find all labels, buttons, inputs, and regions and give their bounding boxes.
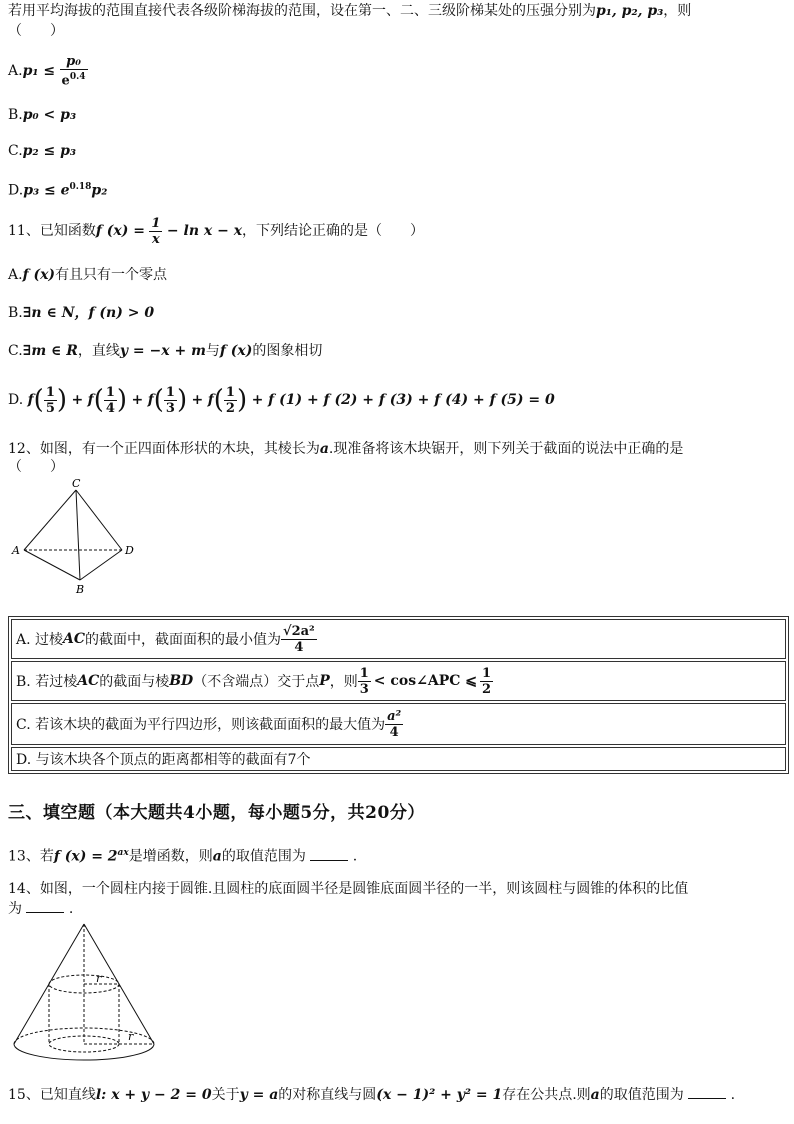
q12-option-a: A. 过棱 AC 的截面中，截面面积的最小值为 $\frac{\text{√2a²}}{4}$ <box>11 619 786 659</box>
vertex-label-b: B <box>76 583 85 596</box>
q10-stem: 若用平均海拔的范围直接代表各级阶梯海拔的范围，设在第一、二、三级阶梯某处的压强分别为p₁, p₂, p₃，则 <box>8 3 692 19</box>
q14-text-2: 为 . <box>8 901 74 917</box>
q10-paren: （ ） <box>8 23 64 39</box>
vertex-label-d: D <box>125 544 134 557</box>
q12-option-b: B. 若过棱 AC 的截面与棱 BD （不含端点）交于点 P ，则 $\frac{1}{3}$ < cos∠APC ⩽ $\frac{1}{2}$ <box>11 661 786 701</box>
q15-answer-blank[interactable] <box>688 1086 726 1099</box>
q12-option-c: C. 若该木块的截面为平行四边形，则该截面面积的最大值为 $\frac{\text{a²}}{4}$ <box>11 703 786 745</box>
radius-label-base: r <box>128 1030 134 1043</box>
q14-answer-blank[interactable] <box>26 900 64 913</box>
vertex-label-a: A <box>12 544 20 557</box>
q11-option-d: D. f( $\frac{1}{5}$ ) + f( $\frac{1}{4}$ ) + f( $\frac{1}{3}$ ) + f( $\frac{1}{2}$ ) + f (1) + f (2) + f (3) + f (4) + f (5) = 0 <box>8 384 555 416</box>
q10-a-fraction: $\frac{\text{p₀}}{e^{0.4}}$ <box>61 54 86 89</box>
q12-option-d: D. 与该木块各个顶点的距离都相等的截面有7个 <box>11 747 786 771</box>
q10-option-a: A.p₁ ≤ $\frac{\text{p₀}}{e^{0.4}}$ <box>8 54 86 89</box>
q10-option-d: $D.p_3 \le e^{0.18}p_2$ <box>8 182 108 199</box>
q11-option-b: B.∃n ∈ N，f (n) > 0 <box>8 305 155 321</box>
q10-option-c: C.p₂ ≤ p₃ <box>8 143 76 159</box>
vertex-label-c: C <box>72 477 81 490</box>
q11-option-a: A.f (x)有且只有一个零点 <box>8 267 168 283</box>
section-title-fill-in: 三、填空题（本大题共4小题，每小题5分，共20分） <box>8 803 425 823</box>
q10-option-b: B.p₀ < p₃ <box>8 107 77 123</box>
radius-label-top: r <box>96 972 102 985</box>
q15-text: 15、已知直线l: x + y − 2 = 0关于y = a的对称直线与圆(x − 1)² + y² = 1存在公共点.则a的取值范围为 . <box>8 1087 736 1103</box>
cone-cylinder-figure <box>10 920 160 1070</box>
q12-paren: （ ） <box>8 459 64 475</box>
q11-stem: 11、已知函数f (x) = $\frac{1}{x}$ − ln x − x，下列结论正确的是（ ） <box>8 215 425 247</box>
q13-text: 13、若f $(x) = 2^{ax}$是增函数，则a的取值范围为 . <box>8 848 358 865</box>
tetrahedron-figure <box>8 476 148 596</box>
q12-stem: 12、如图，有一个正四面体形状的木块，其棱长为a.现准备将该木块锯开，则下列关于截面的说法中正确的是 <box>8 441 684 457</box>
q12-options-table <box>8 616 789 774</box>
q14-text: 14、如图，一个圆柱内接于圆锥.且圆柱的底面圆半径是圆锥底面圆半径的一半，则该圆柱与圆锥的体积的比值 <box>8 881 689 897</box>
q13-answer-blank[interactable] <box>310 848 348 861</box>
q11-option-c: C.∃m ∈ R，直线y = −x + m与f (x)的图象相切 <box>8 343 323 359</box>
